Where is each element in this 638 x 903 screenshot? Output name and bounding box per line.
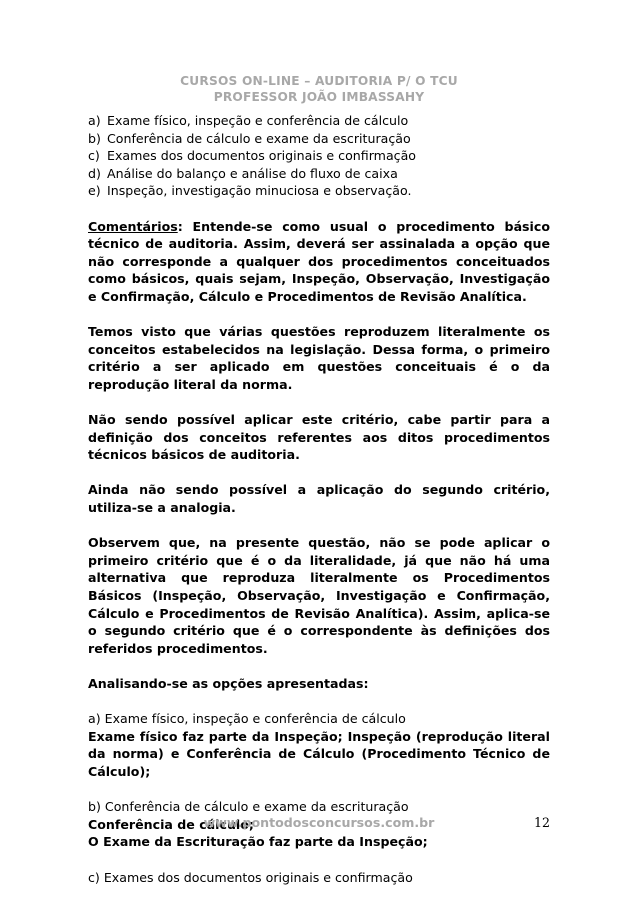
analysis-comment-b-1: Conferência de cálculo; bbox=[88, 816, 254, 832]
page-content bbox=[88, 112, 550, 886]
footer-url: www.pontodosconcursos.com.br bbox=[203, 815, 435, 830]
analysis-comment-a: Exame físico faz parte da Inspeção; Inspeção (reprodução literal da norma) e Conferência de Cálculo (Procedimento Técnico de Cálculo); bbox=[88, 728, 550, 779]
option-text: Conferência de cálculo e exame da escrituração bbox=[107, 130, 411, 146]
paragraph-definition-criterion: Não sendo possível aplicar este critério, cabe partir para a definição dos conceitos referentes aos ditos procedimentos técnicos básicos de auditoria. bbox=[88, 412, 550, 463]
paragraph-observem: Observem que, na presente questão, não se pode aplicar o primeiro critério que é o da literalidade, já que não há uma alternativa que reproduza literalmente os Procedimentos Básicos (Inspeção, Observação, Investigação e Confirmação, Cálculo e Procedimentos de Revisão Analítica). Assim, aplica-se o segundo critério que é o correspondente às definições dos referidos procedimentos. bbox=[88, 535, 550, 656]
paragraph-literal-reproduction: Temos visto que várias questões reproduzem literalmente os conceitos estabelecidos na legislação. Dessa forma, o primeiro critério a ser aplicado em questões conceituais é o da reprodução literal da norma. bbox=[88, 324, 550, 392]
paragraph-analogy: Ainda não sendo possível a aplicação do segundo critério, utiliza-se a analogia. bbox=[88, 482, 550, 516]
option-c bbox=[88, 147, 550, 165]
comentarios-text: : Entende-se como usual o procedimento básico técnico de auditoria. Assim, deverá ser assinalada a opção que não corresponde a qualquer dos procedimentos conceituados como básicos, quais sejam, Inspeção, Observação, Investigação e Confirmação, Cálculo e Procedimentos de Revisão Analítica. bbox=[88, 218, 550, 304]
analysis-option-b: b) Conferência de cálculo e exame da escrituração bbox=[88, 799, 409, 815]
option-text: Exames dos documentos originais e confirmação bbox=[107, 148, 417, 164]
option-letter: b) bbox=[88, 130, 101, 146]
comentarios-paragraph bbox=[88, 218, 550, 306]
option-b bbox=[88, 130, 550, 148]
page-number: 12 bbox=[533, 815, 550, 830]
option-letter: a) bbox=[88, 113, 101, 128]
option-text: Inspeção, investigação minuciosa e observação. bbox=[107, 183, 412, 199]
paragraph-analisando: Analisando-se as opções apresentadas: bbox=[88, 676, 369, 691]
analysis-comment-b-2: O Exame da Escrituração faz parte da Inspeção; bbox=[88, 834, 428, 850]
option-text: Exame físico, inspeção e conferência de cálculo bbox=[107, 113, 409, 128]
comentarios-label: Comentários bbox=[88, 218, 178, 234]
header-professor-line: PROFESSOR JOÃO IMBASSAHY bbox=[213, 90, 425, 104]
header-course-line: CURSOS ON-LINE – AUDITORIA P/ O TCU bbox=[180, 74, 458, 88]
option-a bbox=[88, 112, 550, 130]
option-text: Análise do balanço e análise do fluxo de caixa bbox=[107, 165, 398, 181]
answer-options bbox=[88, 112, 550, 200]
option-d bbox=[88, 165, 550, 183]
option-e bbox=[88, 182, 550, 200]
page-header bbox=[88, 73, 550, 105]
analysis-option-c: c) Exames dos documentos originais e confirmação bbox=[88, 869, 413, 885]
option-letter: e) bbox=[88, 183, 101, 199]
option-letter: d) bbox=[88, 165, 101, 181]
option-letter: c) bbox=[88, 148, 100, 164]
analysis-option-a: a) Exame físico, inspeção e conferência de cálculo bbox=[88, 711, 406, 727]
page-footer bbox=[88, 815, 550, 835]
